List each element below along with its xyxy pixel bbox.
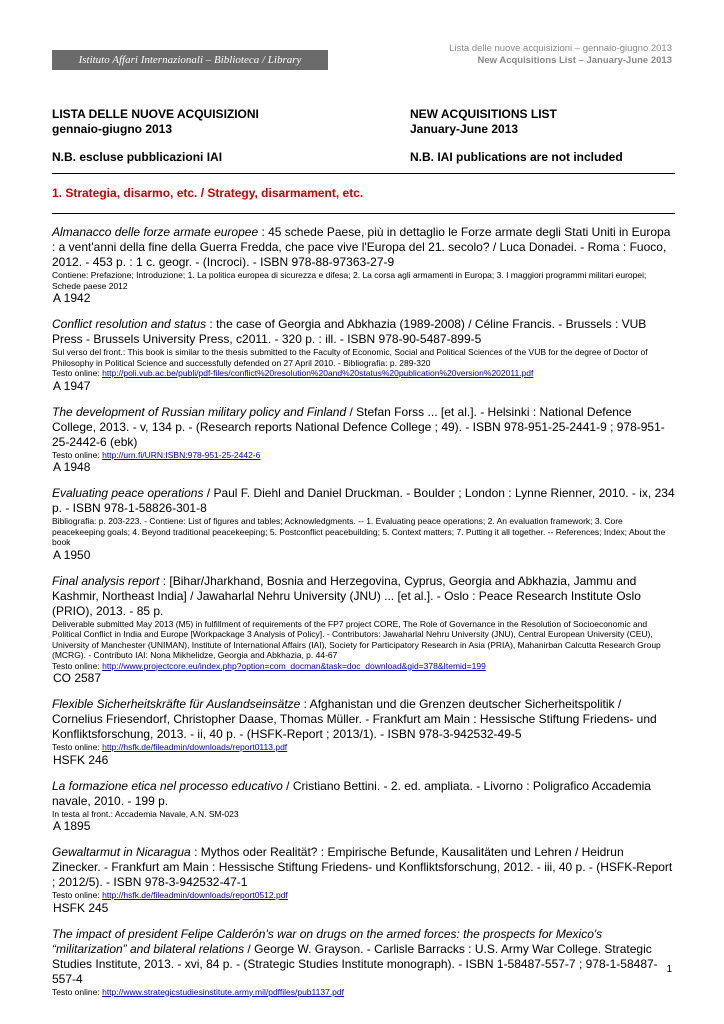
list-item: [52, 574, 675, 686]
online-text-link[interactable]: http://hsfk.de/fileadmin/downloads/report0512.pdf: [102, 890, 288, 900]
list-item: [52, 697, 675, 767]
entry-online-text: [52, 661, 675, 672]
divider-section: [52, 213, 675, 214]
entry-note: Contiene: Prefazione; Introduzione; 1. La politica europea di sicurezza e difesa; 2. La corsa agli armamenti in Europa; 3. I maggiori programmi militari europei; Schede paese 2012: [52, 270, 647, 291]
call-number: A 1950: [53, 547, 91, 562]
online-text-link[interactable]: http://www.strategicstudiesinstitute.army.mil/pdffiles/pub1137.pdf: [102, 986, 344, 997]
entry-online-text: [52, 742, 675, 753]
title-english-line1: NEW ACQUISITIONS LIST: [410, 107, 557, 121]
entry-details: : Mythos oder Realität? : Empirische Befunde, Kausalitäten und Lehren / Heidrun Zinecker. - Frankfurt am Main : Hessische Stiftung Friedens- und Konfliktsforschung, 2012. - iii, 40 p. - (HSFK-Report ; 2012/5). - ISBN 978-3-942532-47-1: [52, 845, 673, 889]
entry-online-text: [52, 450, 675, 461]
online-text-label: Testo online:: [52, 986, 103, 997]
entry-citation: [52, 405, 675, 450]
title-italian-line2: gennaio-giugno 2013: [52, 122, 173, 136]
title-italian-line1: LISTA DELLE NUOVE ACQUISIZIONI: [52, 107, 259, 121]
call-number: HSFK 245: [53, 900, 109, 915]
entry-details: : [Bihar/Jharkhand, Bosnia and Herzegovina, Cyprus, Georgia and Abkhazia, Jammu and Kashmir, Northeast India] / Jawaharlal Nehru University (JNU) ... [et al.]. - Oslo : Peace Research Institute Oslo (PRIO), 2013. - 85 p.: [52, 573, 641, 618]
list-item: [52, 845, 675, 915]
entry-details: : the case of Georgia and Abkhazia (1989-2008) / Céline Francis. - Brussels : VUB Press - Brussels University Press, c2011. - 320 p. : ill. - ISBN 978-90-5487-899-5: [52, 317, 647, 346]
entry-details: / George W. Grayson. - Carlisle Barracks : U.S. Army War College. Strategic Studies Institute, 2013. - xvi, 84 p. - (Strategic Studies Institute monograph). - ISBN 1-58487-557-7 ; 978-1-58487-557-4: [52, 941, 658, 986]
call-number: A 1948: [53, 460, 91, 474]
entry-title: Flexible Sicherheitskräfte für Auslandseinsätze: [52, 697, 301, 711]
list-item: [52, 405, 675, 475]
entry-title: Evaluating peace operations: [52, 486, 204, 500]
entry-citation: [52, 697, 675, 742]
running-header-italian: Lista delle nuove acquisizioni – gennaio-giugno 2013: [449, 43, 672, 54]
call-number: CO 2587: [53, 671, 102, 685]
entry-online-text: [52, 890, 675, 901]
call-number: A 1947: [53, 378, 91, 393]
entry-online-text: [52, 368, 675, 379]
divider-top: [52, 173, 675, 174]
entry-details: / Cristiano Bettini. - 2. ed. ampliata. - Livorno : Poligrafico Accademia navale, 2010. - 199 p.: [52, 778, 651, 808]
list-item: [52, 317, 675, 393]
entry-note: In testa al front.: Accademia Navale, A.N. SM-023: [52, 808, 239, 819]
online-text-label: Testo online:: [52, 368, 103, 378]
list-item: [52, 779, 675, 834]
entry-note: Sul verso del front.: This book is similar to the thesis submitted to the Faculty of Economic, Social and Political Sciences of the VUB for the degree of Doctor of Philosophy in Political Science and successfully defended on 27 April 2010. - Bibliografia: p. 289-320: [52, 347, 648, 368]
title-english-note: N.B. IAI publications are not included: [410, 150, 623, 164]
entry-note: Bibliografia: p. 203-223. - Contiene: List of figures and tables; Acknowledgments. -- 1. Evaluating peace operations; 2. An evaluation framework; 3. Core peacekeeping goals; 4. Beyond traditional peacekeeping; 5. Postconflict peacebuilding; 5. Context matters; 7. Putting it all together. -- References; Index; About the book: [52, 516, 666, 547]
entry-citation: [52, 574, 675, 619]
online-text-label: Testo online:: [52, 890, 103, 900]
entry-list: [52, 225, 675, 1009]
section-heading: 1. Strategia, disarmo, etc. / Strategy, disarmament, etc.: [52, 186, 364, 200]
banner-text: Istituto Affari Internazionali – Biblioteca / Library: [78, 54, 302, 66]
entry-title: La formazione etica nel processo educativo: [52, 778, 283, 793]
online-text-link[interactable]: http://hsfk.de/fileadmin/downloads/report0113.pdf: [102, 742, 288, 752]
entry-citation: [52, 779, 675, 809]
list-item: [52, 927, 675, 998]
call-number: A 1895: [53, 819, 91, 833]
entry-title: Almanacco delle forze armate europee: [52, 225, 259, 239]
entry-details: : 45 schede Paese, più in dettaglio le Forze armate degli Stati Uniti in Europa : a vent'anni della fine della Guerra Fredda, che pace vive l'Europa del 21. secolo? / Luca Donadei. - Roma : Fuoco, 2012. - 453 p. : 1 c. geogr. - (Incroci). - ISBN 978-88-97363-27-9: [52, 225, 671, 269]
list-item: [52, 486, 675, 562]
entry-citation: [52, 317, 675, 347]
entry-details: / Stefan Forss ... [et al.]. - Helsinki : National Defence College, 2013. - v, 134 p. - (Research reports National Defence College ; 49). - ISBN 978-951-25-2441-9 ; 978-951-25-2442-6 (ebk): [52, 404, 665, 449]
online-text-link[interactable]: http://www.projectcore.eu/index.php?option=com_docman&task=doc_download&gid=378&Itemid=199: [102, 660, 486, 671]
online-text-link[interactable]: http://poli.vub.ac.be/publi/pdf-files/conflict%20resolution%20and%20status%20publication%20version%202011.pdf: [102, 368, 534, 378]
entry-citation: [52, 225, 675, 270]
running-header: [449, 43, 672, 67]
running-header-english: New Acquisitions List – January-June 2013: [477, 55, 672, 66]
list-item: [52, 225, 675, 305]
title-english: [410, 107, 623, 165]
entry-citation: [52, 927, 675, 987]
title-english-line2: January-June 2013: [410, 122, 519, 136]
online-text-link[interactable]: http://urn.fi/URN:ISBN:978-951-25-2442-6: [102, 449, 261, 460]
page-number: 1: [666, 964, 672, 975]
online-text-label: Testo online:: [52, 742, 103, 752]
call-number: HSFK 246: [53, 752, 109, 767]
entry-title: The impact of president Felipe Calderón's war on drugs on the armed forces: the prospects for Mexico's “militarization” and bilateral relations: [52, 926, 603, 956]
entry-title: The development of Russian military policy and Finland: [52, 404, 347, 419]
title-italian: [52, 107, 259, 165]
entry-details: : Afghanistan und die Grenzen deutscher Sicherheitspolitik / Cornelius Friesendorf, Christopher Daase, Thomas Müller. - Frankfurt am Main : Hessische Stiftung Friedens- und Konfliktsforschung, 2013. - ii, 40 p. - (HSFK-Report ; 2013/1). - ISBN 978-3-942532-49-5: [52, 697, 657, 741]
online-text-label: Testo online:: [52, 449, 103, 460]
entry-title: Final analysis report: [52, 573, 160, 588]
entry-citation: [52, 486, 675, 516]
title-italian-note: N.B. escluse pubblicazioni IAI: [52, 150, 223, 164]
entry-title: Conflict resolution and status: [52, 317, 207, 331]
call-number: A 1942: [53, 291, 91, 305]
online-text-label: Testo online:: [52, 660, 103, 671]
library-banner: [52, 50, 328, 70]
entry-online-text: [52, 987, 675, 998]
entry-details: / Paul F. Diehl and Daniel Druckman. - Boulder ; London : Lynne Rienner, 2010. - ix, 234 p. - ISBN 978-1-58826-301-8: [52, 486, 675, 515]
entry-title: Gewaltarmut in Nicaragua: [52, 845, 191, 859]
entry-note: Deliverable submitted May 2013 (M5) in fulfillment of requirements of the FP7 project CORE, The Role of Governance in the Resolution of Socioeconomic and Political Conflict in India and Europe [Workpackage 3 Analysis of Policy]. - Contributors: Jawaharlal Nehru University (JNU), Central European University (CEU), University of Manchester (UNIMAN), Institute of International Affairs (IAI), Society for Participatory Research in Asia (PRIA), Mahanirban Calcutta Research Group (MCRG). - Contributo IAI: Nona Mikhelidze, Georgia and Abkhazia, p. 44-67: [52, 618, 661, 660]
entry-citation: [52, 845, 675, 890]
